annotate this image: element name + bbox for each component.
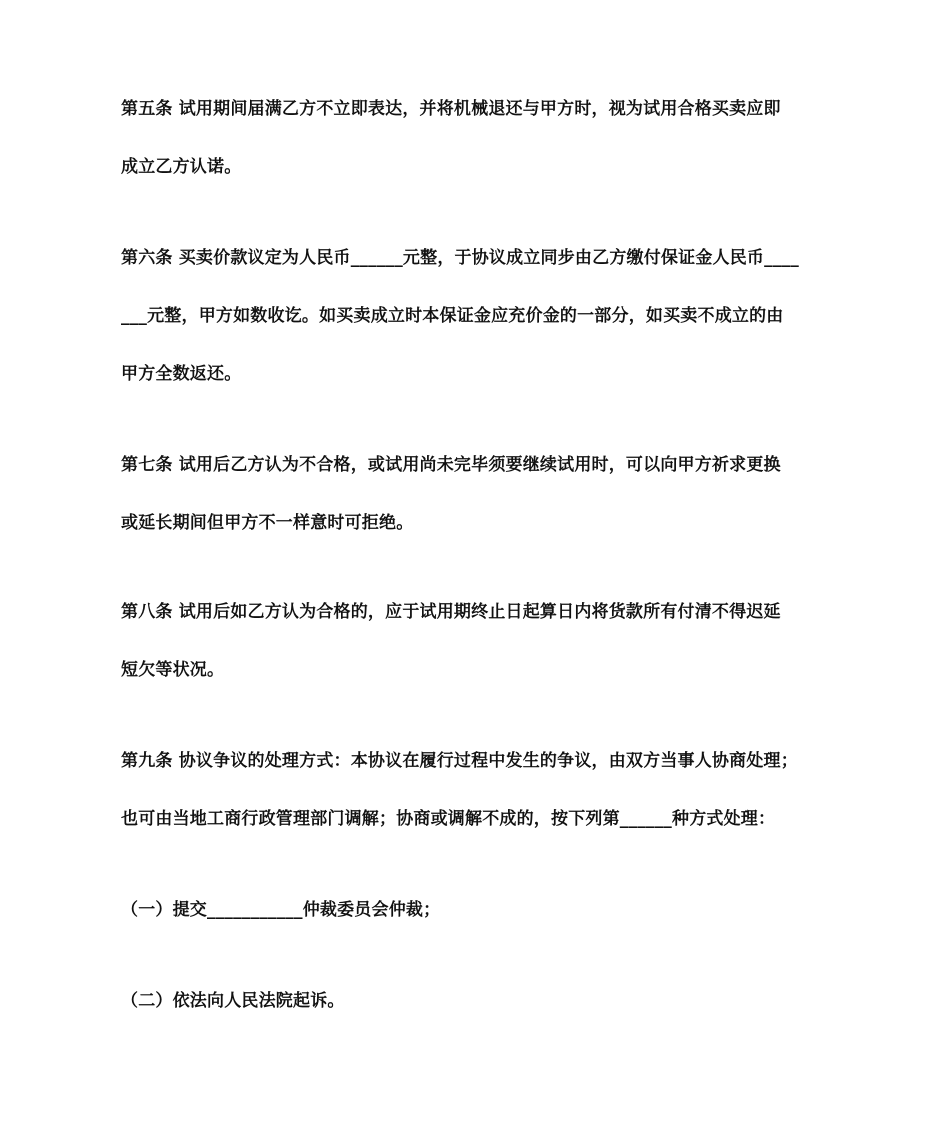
clause-7-line-1: 第七条 试用后乙方认为不合格，或试用尚未完毕须要继续试用时，可以向甲方祈求更换 — [121, 455, 781, 475]
clause-7-line-2: 或延长期间但甲方不一样意时可拒绝。 — [121, 513, 414, 533]
clause-6-line-1: 第六条 买卖价款议定为人民币______元整，于协议成立同步由乙方缴付保证金人民币____ — [121, 248, 799, 268]
clause-6-line-3: 甲方全数返还。 — [121, 364, 242, 384]
clause-9-line-1: 第九条 协议争议的处理方式：本协议在履行过程中发生的争议，由双方当事人协商处理； — [121, 751, 798, 771]
clause-9-line-2: 也可由当地工商行政管理部门调解；协商或调解不成的，按下列第______种方式处理： — [121, 809, 776, 829]
clause-5-line-2: 成立乙方认诺。 — [121, 157, 242, 177]
option-1: （一）提交___________仲裁委员会仲裁； — [121, 900, 441, 920]
clause-5-line-1: 第五条 试用期间届满乙方不立即表达，并将机械退还与甲方时，视为试用合格买卖应即 — [121, 99, 781, 119]
option-2: （二）依法向人民法院起诉。 — [121, 991, 345, 1011]
clause-6-line-2: ___元整，甲方如数收讫。如买卖成立时本保证金应充价金的一部分，如买卖不成立的由 — [121, 306, 784, 326]
clause-8-line-2: 短欠等状况。 — [121, 660, 225, 680]
clause-8-line-1: 第八条 试用后如乙方认为合格的，应于试用期终止日起算日内将货款所有付清不得迟延 — [121, 602, 781, 622]
